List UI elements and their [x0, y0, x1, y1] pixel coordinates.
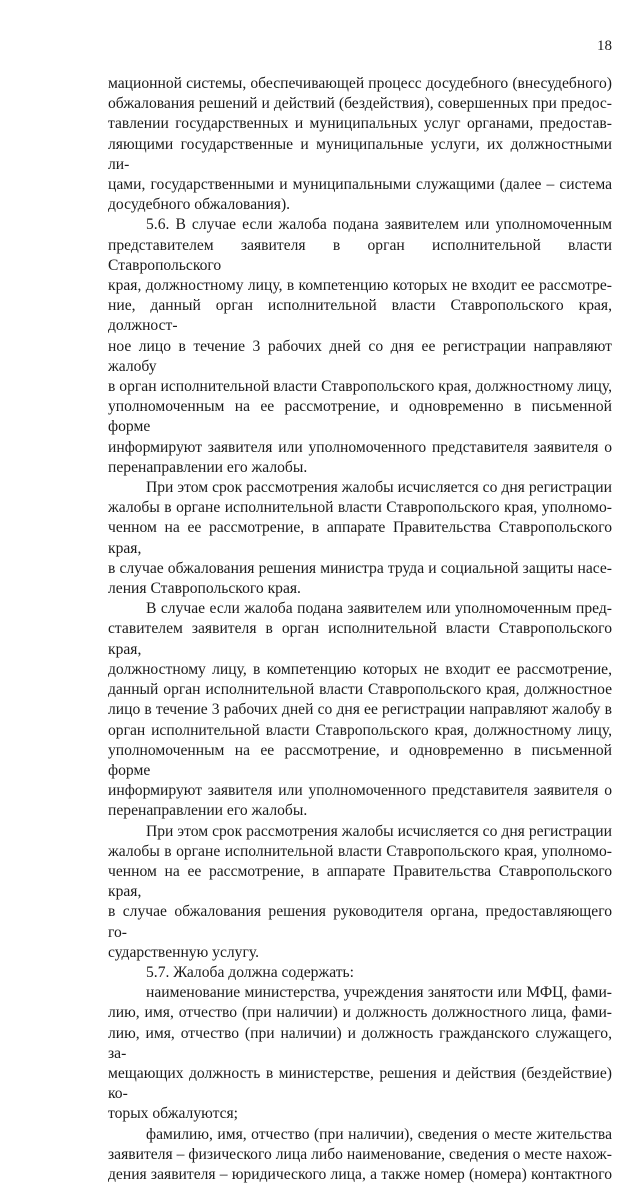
- document-body: [108, 74, 612, 1185]
- paragraph-line: ное лицо в течение 3 рабочих дней со дня ее регистрации направляют жалобу: [108, 337, 612, 375]
- paragraph-line: должностному лицу, в компетенцию которых не входит ее рассмотрение,: [108, 660, 612, 678]
- paragraph-line: При этом срок рассмотрения жалобы исчисляется со дня регистрации: [146, 479, 612, 497]
- paragraph-line: в случае обжалования решения министра труда и социальной защиты насе-: [108, 559, 612, 577]
- paragraph-line: сударственную услугу.: [108, 943, 259, 961]
- paragraph-line: лицо в течение 3 рабочих дней со дня ее регистрации направляют жалобу в: [108, 701, 612, 719]
- paragraph-line: орган исполнительной власти Ставропольского края, должностному лицу,: [108, 721, 612, 739]
- paragraph-line: торых обжалуются;: [108, 1105, 239, 1123]
- paragraph-line: ляющими государственные и муниципальные услуги, их должностными ли-: [108, 135, 612, 173]
- paragraph-line: тавлении государственных и муниципальных услуг органами, предостав-: [108, 115, 612, 133]
- paragraph-line: в орган исполнительной власти Ставропольского края, должностному лицу,: [108, 378, 612, 396]
- paragraph-line: мационной системы, обеспечивающей процесс досудебного (внесудебного): [108, 75, 612, 92]
- paragraph-line: фамилию, имя, отчество (при наличии), сведения о месте жительства: [146, 1125, 612, 1143]
- paragraph-line: При этом срок рассмотрения жалобы исчисляется со дня регистрации: [146, 822, 612, 840]
- paragraph-line: ченном на ее рассмотрение, в аппарате Правительства Ставропольского края,: [108, 862, 612, 901]
- paragraph-line: лию, имя, отчество (при наличии) и должность должностного лица, фами-: [108, 1004, 612, 1022]
- paragraph-line: ченном на ее рассмотрение, в аппарате Правительства Ставропольского края,: [108, 519, 612, 557]
- paragraph-line: информируют заявителя или уполномоченного представителя заявителя о: [108, 782, 612, 800]
- paragraph-line: обжалования решений и действий (бездействия), совершенных при предос-: [108, 95, 612, 113]
- paragraph-line: ставителем заявителя в орган исполнительной власти Ставропольского края,: [108, 620, 612, 658]
- paragraph-line: жалобы в органе исполнительной власти Ставропольского края, уполномо-: [108, 842, 612, 860]
- paragraph-line: информируют заявителя или уполномоченного представителя заявителя о: [108, 438, 612, 456]
- paragraph-line: жалобы в органе исполнительной власти Ставропольского края, уполномо-: [108, 499, 612, 517]
- paragraph-line: дения заявителя – юридического лица, а также номер (номера) контактного: [108, 1165, 612, 1183]
- paragraph-line: наименование министерства, учреждения занятости или МФЦ, фами-: [146, 984, 612, 1002]
- paragraph-line: уполномоченным на ее рассмотрение, и одновременно в письменной форме: [108, 741, 612, 779]
- paragraph-line: ления Ставропольского края.: [108, 580, 301, 598]
- paragraph-line: края, должностному лицу, в компетенцию которых не входит ее рассмотре-: [108, 277, 612, 295]
- paragraph-line: уполномоченным на ее рассмотрение, и одновременно в письменной форме: [108, 398, 612, 436]
- paragraph-line: ние, данный орган исполнительной власти Ставропольского края, должност-: [108, 297, 612, 335]
- paragraph-line: мещающих должность в министерстве, решения и действия (бездействие) ко-: [108, 1064, 612, 1103]
- paragraph-line: представителем заявителя в орган исполнительной власти Ставропольского: [108, 236, 612, 274]
- paragraph-line: лию, имя, отчество (при наличии) и должность гражданского служащего, за-: [108, 1024, 612, 1062]
- paragraph-line: В случае если жалоба подана заявителем или уполномоченным пред-: [146, 600, 612, 618]
- paragraph-line: перенаправлении его жалобы.: [108, 458, 308, 476]
- paragraph-line: 5.7. Жалоба должна содержать:: [146, 963, 354, 981]
- paragraph-line: цами, государственными и муниципальными служащими (далее – система: [108, 176, 612, 194]
- paragraph-line: заявителя – физического лица либо наименование, сведения о месте нахож-: [108, 1145, 612, 1163]
- paragraph-line: перенаправлении его жалобы.: [108, 802, 308, 820]
- paragraph-line: 5.6. В случае если жалоба подана заявителем или уполномоченным: [146, 216, 612, 234]
- paragraph-line: в случае обжалования решения руководителя органа, предоставляющего го-: [108, 903, 612, 941]
- paragraph-line: данный орган исполнительной власти Ставропольского края, должностное: [108, 681, 612, 699]
- paragraph-line: досудебного обжалования).: [108, 196, 291, 214]
- page-number: 18: [597, 38, 612, 54]
